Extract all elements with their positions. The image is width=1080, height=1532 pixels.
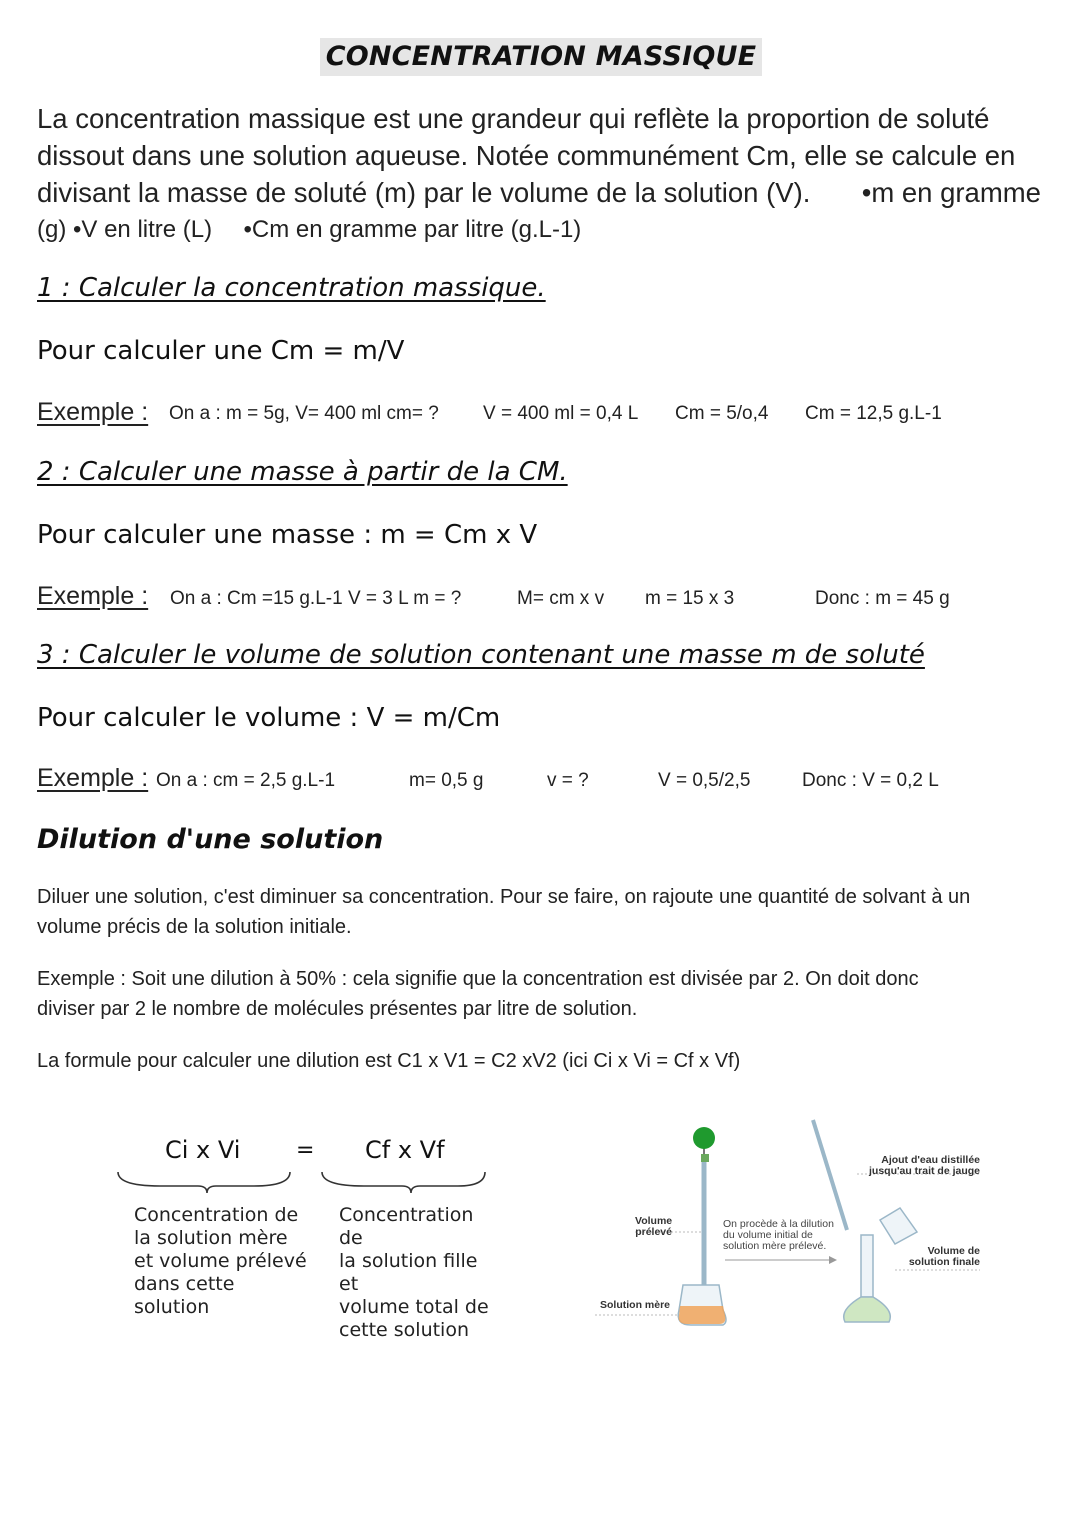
example-part: On a : Cm =15 g.L-1 V = 3 L m = ? bbox=[170, 588, 462, 609]
caption-line: la solution fille et bbox=[339, 1250, 478, 1295]
pipette-icon bbox=[813, 1120, 847, 1230]
label-ajout-eau bbox=[860, 1155, 980, 1177]
example-part: Donc : m = 45 g bbox=[815, 588, 950, 609]
caption-line: Concentration de bbox=[339, 1204, 474, 1249]
intro-line: dissout dans une solution aqueuse. Notée communément Cm, elle se calcule en bbox=[37, 140, 1016, 171]
arrow-head-icon bbox=[829, 1256, 837, 1264]
unit-note: (g) •V en litre (L) bbox=[37, 216, 213, 243]
label-line: Volume bbox=[635, 1215, 673, 1227]
section-heading-1: 1 : Calculer la concentration massique. bbox=[37, 273, 546, 303]
example-part: m= 0,5 g bbox=[409, 770, 484, 791]
example-part: Donc : V = 0,2 L bbox=[802, 770, 939, 791]
caption-line: cette solution bbox=[339, 1319, 470, 1341]
example-label: Exemple : bbox=[37, 764, 149, 792]
paragraph-line: Exemple : Soit une dilution à 50% : cela signifie que la concentration est divisée par 2. On doit donc bbox=[37, 968, 919, 990]
label-solution-mere: Solution mère bbox=[600, 1299, 671, 1311]
dilution-example bbox=[37, 964, 1047, 1024]
caption-line: Concentration de bbox=[134, 1204, 299, 1226]
label-line: Volume de bbox=[927, 1245, 980, 1257]
label-volume-finale bbox=[890, 1246, 980, 1268]
lab-figure bbox=[595, 1110, 990, 1335]
unit-note: •Cm en gramme par litre (g.L-1) bbox=[243, 216, 582, 243]
caption-line: dans cette bbox=[134, 1273, 235, 1295]
right-caption bbox=[339, 1204, 500, 1342]
example-part: v = ? bbox=[547, 770, 589, 791]
example-part: V = 0,5/2,5 bbox=[658, 770, 751, 791]
flask-neck-icon bbox=[861, 1235, 873, 1297]
example-part: Cm = 5/o,4 bbox=[675, 403, 769, 424]
label-line: prélevé bbox=[635, 1226, 672, 1238]
formula-equals: = bbox=[296, 1138, 315, 1163]
dilution-heading: Dilution d'une solution bbox=[37, 824, 384, 855]
label-line: solution finale bbox=[908, 1256, 980, 1268]
label-volume-preleve bbox=[635, 1216, 672, 1238]
label-line: du volume initial de bbox=[723, 1229, 813, 1241]
intro-paragraph bbox=[37, 100, 1052, 248]
pipette-bulb-icon bbox=[693, 1127, 715, 1149]
brace-left-icon bbox=[118, 1172, 290, 1193]
section-heading-3: 3 : Calculer le volume de solution contenant une masse m de soluté bbox=[37, 640, 925, 670]
solution-mere-liquid-icon bbox=[679, 1306, 726, 1324]
intro-line: La concentration massique est une grandeur qui reflète la proportion de soluté bbox=[37, 103, 990, 134]
left-caption bbox=[134, 1204, 307, 1319]
intro-text: divisant la masse de soluté (m) par le volume de la solution (V). bbox=[37, 177, 811, 208]
formula-right-term: Cf x Vf bbox=[365, 1136, 445, 1164]
example-label: Exemple : bbox=[37, 582, 149, 610]
brace-right-icon bbox=[322, 1172, 485, 1193]
brace-icons bbox=[110, 1164, 500, 1194]
pipette-valve-icon bbox=[701, 1154, 709, 1162]
label-line: solution mère prélevé. bbox=[723, 1240, 827, 1252]
paragraph-line: Diluer une solution, c'est diminuer sa concentration. Pour se faire, on rajoute une quantité de solvant à un bbox=[37, 886, 971, 908]
label-line: On procède à la dilution bbox=[723, 1218, 834, 1230]
wash-bottle-icon bbox=[880, 1208, 917, 1244]
label-procedure bbox=[723, 1219, 834, 1252]
page-title: CONCENTRATION MASSIQUE bbox=[320, 38, 762, 76]
label-line: Ajout d'eau distillée bbox=[881, 1154, 980, 1166]
dilution-formula-text: La formule pour calculer une dilution est C1 x V1 = C2 xV2 (ici Ci x Vi = Cf x Vf) bbox=[37, 1050, 741, 1072]
caption-line: volume total de bbox=[339, 1296, 489, 1318]
paragraph-line: volume précis de la solution initiale. bbox=[37, 916, 352, 938]
example-part: m = 15 x 3 bbox=[645, 588, 735, 609]
caption-line: la solution mère bbox=[134, 1227, 288, 1249]
intro-line bbox=[37, 174, 1052, 211]
dilution-paragraph bbox=[37, 882, 1047, 942]
formula-concentration: Pour calculer une Cm = m/V bbox=[37, 336, 405, 366]
example-label: Exemple : bbox=[37, 398, 149, 426]
formula-figure bbox=[110, 1120, 500, 1341]
example-part: Cm = 12,5 g.L-1 bbox=[805, 403, 942, 424]
example-part: On a : m = 5g, V= 400 ml cm= ? bbox=[169, 403, 439, 424]
formula-masse: Pour calculer une masse : m = Cm x V bbox=[37, 520, 538, 550]
example-part: M= cm x v bbox=[517, 588, 605, 609]
formula-left-term: Ci x Vi bbox=[165, 1136, 241, 1164]
paragraph-line: diviser par 2 le nombre de molécules présentes par litre de solution. bbox=[37, 998, 638, 1020]
label-line: jusqu'au trait de jauge bbox=[868, 1165, 980, 1177]
volumetric-flask-icon bbox=[844, 1297, 891, 1322]
caption-line: et volume prélevé bbox=[134, 1250, 307, 1272]
formula-volume: Pour calculer le volume : V = m/Cm bbox=[37, 703, 501, 733]
unit-note: •m en gramme bbox=[861, 177, 1041, 208]
section-heading-2: 2 : Calculer une masse à partir de la CM. bbox=[37, 457, 568, 487]
example-part: V = 400 ml = 0,4 L bbox=[483, 403, 639, 424]
caption-line: solution bbox=[134, 1296, 210, 1318]
example-part: On a : cm = 2,5 g.L-1 bbox=[156, 770, 336, 791]
intro-line bbox=[37, 211, 1052, 248]
